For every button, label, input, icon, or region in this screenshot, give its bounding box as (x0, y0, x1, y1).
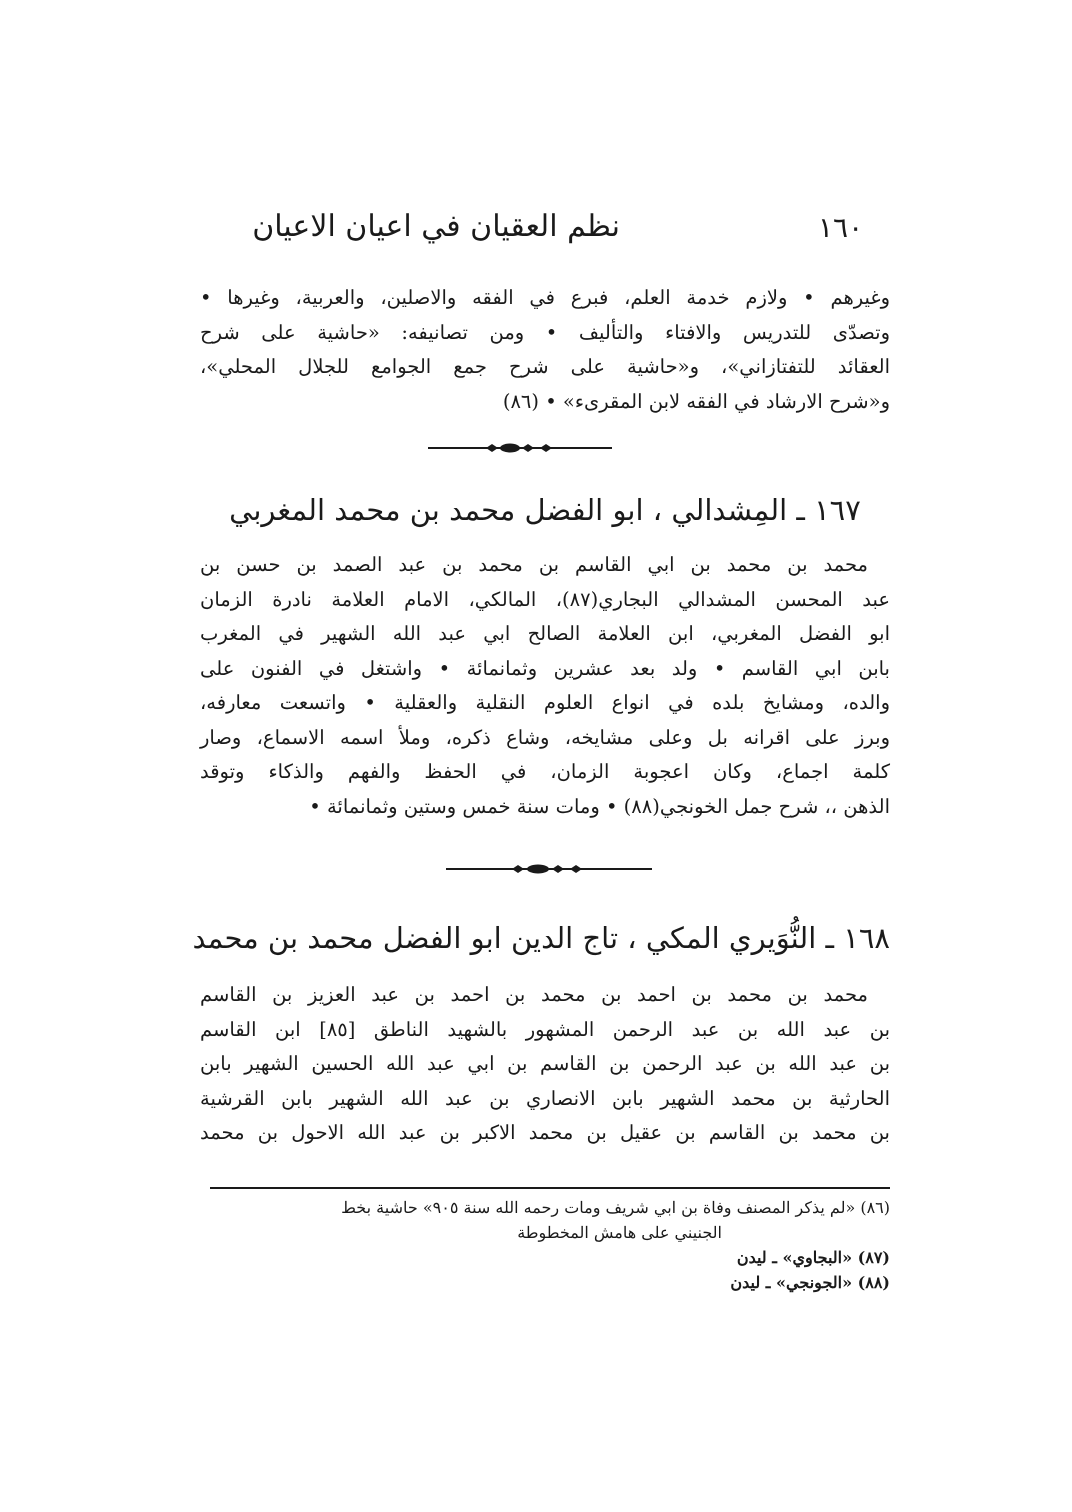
intro-line: وغيرهم • ولازم خدمة العلم، فبرع في الفقه والاصلين، والعربية، وغيرها • (200, 286, 890, 309)
entry-line: كلمة اجماع، وكان اعجوبة الزمان، في الحفظ والفهم والذكاء وتوقد (200, 760, 890, 783)
footnote-86-continuation: الجنيني على هامش المخطوطة (517, 1223, 722, 1242)
entry-line: بن عبد الله بن عبد الرحمن بن القاسم بن ابي عبد الله الحسين الشهير بابن (200, 1052, 890, 1075)
intro-line: وتصدّى للتدريس والافتاء والتأليف • ومن تصانيفه: «حاشية على شرح (200, 320, 890, 344)
entry-line: عبد المحسن المشدالي البجاري(٨٧)، المالكي، الامام العلامة نادرة الزمان (200, 587, 890, 611)
entry-line: محمد بن محمد بن ابي القاسم بن محمد بن عبد الصمد بن حسن بن (200, 553, 868, 576)
footnote-87: (٨٧) «البجاوي» ـ ليدن (736, 1248, 890, 1267)
entry-line: محمد بن محمد بن احمد بن محمد بن احمد بن عبد العزيز بن القاسم (200, 983, 868, 1006)
ornamental-divider (446, 864, 652, 874)
ornamental-divider (428, 443, 612, 453)
entry-line: بابن ابي القاسم • ولد بعد عشرين وثمانمائة • واشتغل في الفنون على (200, 656, 890, 680)
entry-167 (200, 490, 890, 530)
page-header (200, 205, 890, 257)
book-title: نظم العقيان في اعيان الاعيان (252, 209, 620, 244)
entry-heading: ١٦٨ ـ النُّوَيري المكي ، تاج الدين ابو الفضل محمد بن محمد (192, 921, 890, 955)
intro-line: العقائد للتفتازاني»، و«حاشية على شرح جمع الجوامع للجلال المحلي»، (200, 355, 890, 378)
entry-line: بن عبد الله بن عبد الرحمن المشهور بالشهيد الناطق [٨٥] ابن القاسم (200, 1017, 890, 1041)
entry-line: الحارثية بن محمد الشهير بابن الانصاري بن عبد الله الشهير بابن القرشية (200, 1086, 890, 1110)
page-number: ١٦٠ (818, 211, 864, 244)
entry-line: وبرز على اقرانه بل وعلى مشايخه، وشاع ذكره، وملأ اسمه الاسماع، وصار (200, 725, 890, 749)
entry-line: الذهن ،، شرح جمل الخونجي(٨٨) • ومات سنة خمس وستين وثمانمائة • (309, 794, 890, 818)
intro-paragraph (200, 281, 890, 419)
footnote-rule (210, 1187, 890, 1189)
footnote-86: (٨٦) «لم يذكر المصنف وفاة بن ابي شريف ومات رحمه الله سنة ٩٠٥» حاشية بخط (341, 1198, 890, 1217)
entry-line: ابو الفضل المغربي، ابن العلامة الصالح ابي عبد الله الشهير في المغرب (200, 622, 890, 645)
entry-line: بن محمد بن القاسم بن عقيل بن محمد الاكبر بن عبد الله الاحول بن محمد (200, 1121, 890, 1144)
footnote-88: (٨٨) «الجونجي» ـ ليدن (730, 1273, 890, 1292)
footnotes (210, 1195, 890, 1295)
entry-line: والده، ومشايخ بلده في انواع العلوم النقلية والعقلية • واتسعت معارفه، (200, 691, 890, 714)
intro-line: و«شرح الارشاد في الفقه لابن المقرىء» • (٨٦) (502, 389, 890, 413)
entry-168-body (200, 978, 890, 1151)
entry-heading: ١٦٧ ـ المِشدالي ، ابو الفضل محمد بن محمد المغربي (229, 493, 861, 527)
entry-167-body (200, 548, 890, 824)
entry-168 (192, 918, 890, 958)
